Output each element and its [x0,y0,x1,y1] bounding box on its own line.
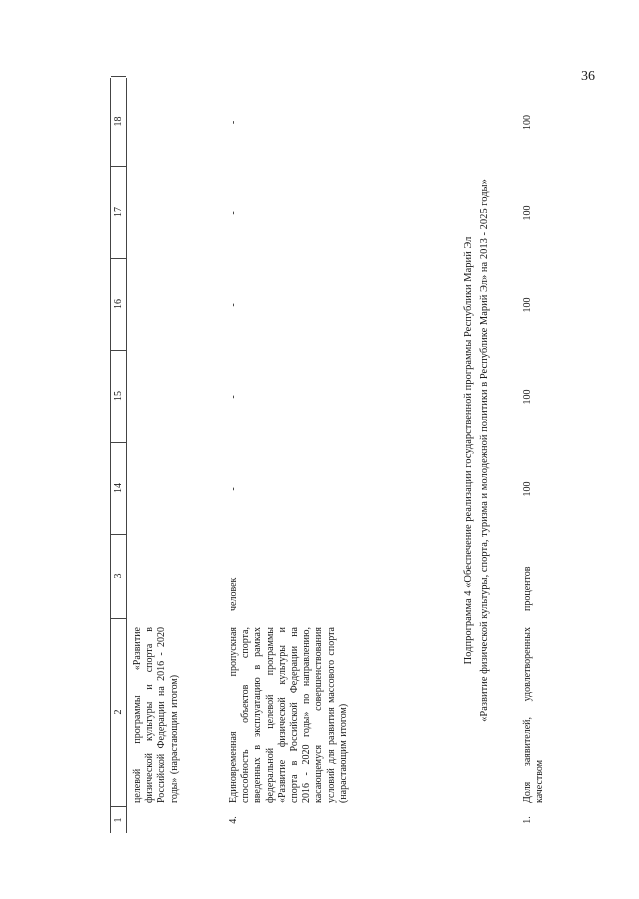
header-col-17: 17 [111,166,126,259]
row-sub-1-value-17: 100 [522,205,533,221]
row-4-indicator: Единовременная пропускная способность объектов спорта, введенных в эксплуатацию в рамках федеральной целевой программы «Развитие физической культуры и спорта в Российской Федерации на 2016 - 2020 годы» по направлению, касающемуся совершенствования условий для развития массового спорта (нарастающим итогом) [228,627,349,803]
subprogram-heading-line-1: Подпрограмма 4 «Обеспечение реализации государственной программы Республики Марий Эл [463,236,474,665]
row-sub-1-value-15: 100 [522,389,533,405]
row-4-value-17: - [228,211,239,215]
row-sub-1-number: 1. [522,816,533,824]
row-sub-1-value-18: 100 [522,115,533,130]
row-4-value-18: - [228,120,239,125]
header-col-16: 16 [111,258,126,351]
row-sub-1-value-14: 100 [522,481,533,497]
rotated-document-body [110,68,580,833]
row-sub-1-unit: процентов [522,566,533,611]
row-4-value-16: - [228,303,239,307]
page-number: 36 [581,69,595,84]
row-sub-1-indicator: Доля заявителей, удовлетворенных качеством [522,627,546,803]
header-col-2: 2 [111,618,126,807]
row-4-number: 4. [228,816,239,824]
header-col-1: 1 [113,817,124,823]
row-sub-1-value-16: 100 [522,297,533,313]
indicator-table [110,68,580,833]
header-col-14: 14 [111,442,126,535]
table-header-row [110,78,127,833]
header-col-18: 18 [111,76,126,167]
row-4-value-14: - [228,487,239,491]
row-4-value-15: - [228,395,239,399]
row-4-unit: человек [228,577,239,611]
row-continued-indicator: целевой программы «Развитие физической культуры и спорта в Российской Федерации на 2016 - 2020 годы» (нарастающим итогом) [132,627,180,803]
header-col-3: 3 [111,534,126,619]
subprogram-heading-line-2: «Развитие физической культуры, спорта, туризма и молодежной политики в Республике Марий Эл» на 2013 - 2025 годы» [479,179,490,722]
header-col-15: 15 [111,350,126,443]
